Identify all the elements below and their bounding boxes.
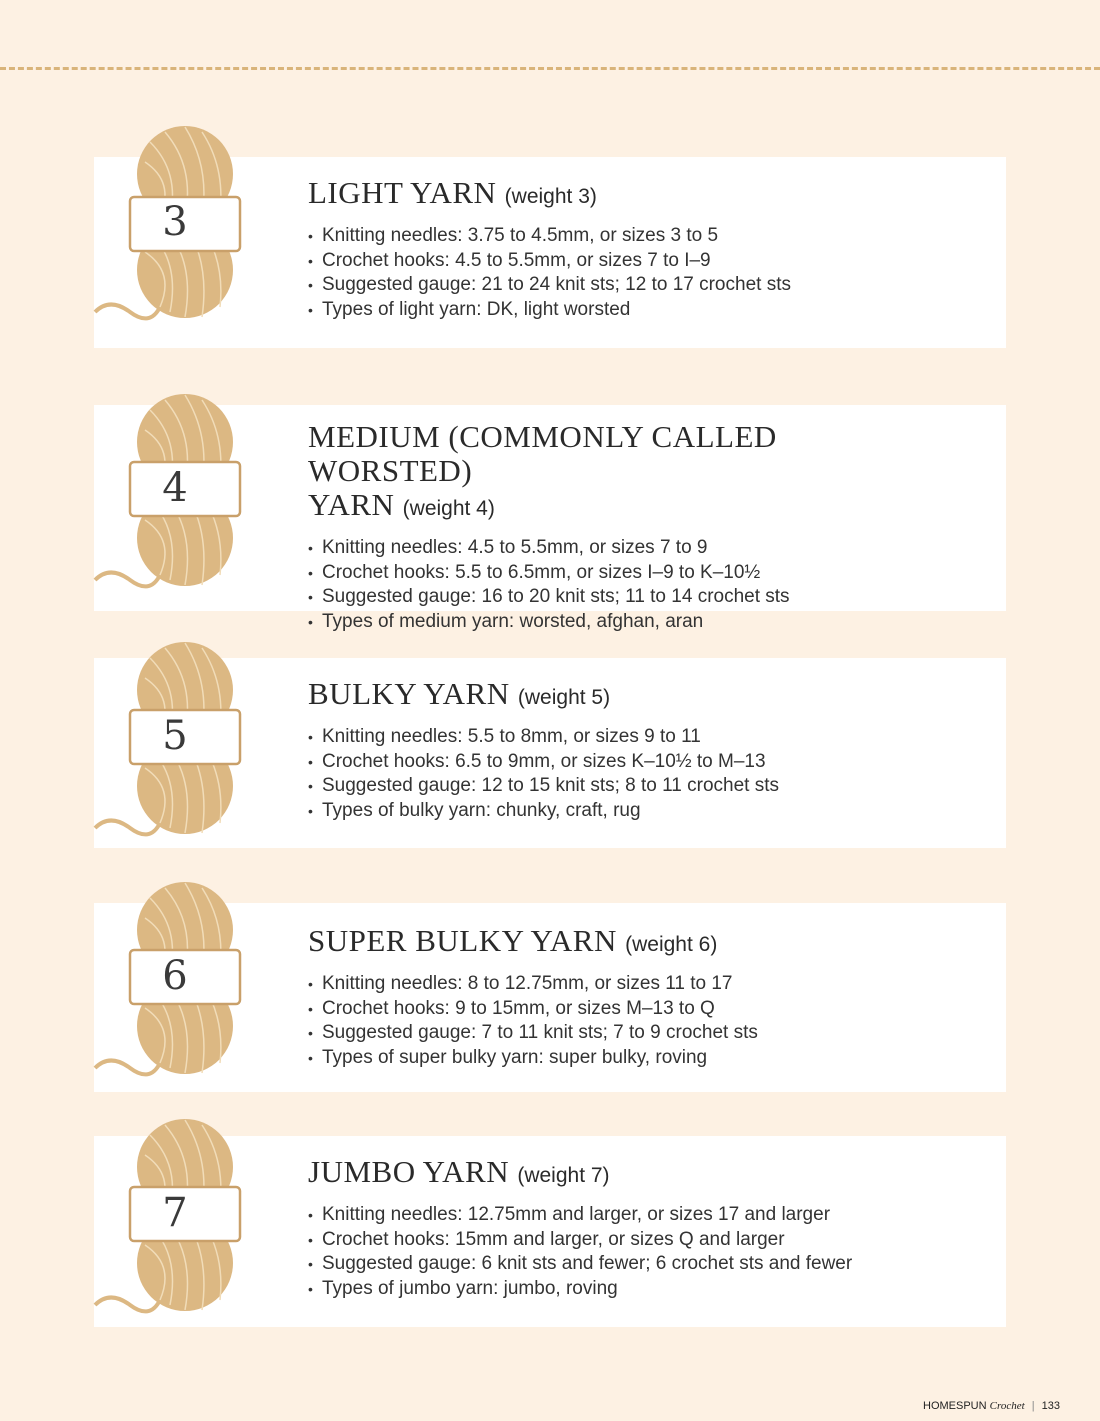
list-item: • Types of jumbo yarn: jumbo, roving — [308, 1277, 948, 1302]
list-item: • Crochet hooks: 6.5 to 9mm, or sizes K–10½ to M–13 — [308, 750, 948, 775]
section-title — [308, 176, 948, 214]
list-item: • Crochet hooks: 5.5 to 6.5mm, or sizes I–9 to K–10½ — [308, 561, 948, 586]
yarn-weight-number: 7 — [162, 1190, 188, 1236]
publication-name: HOMESPUN — [923, 1400, 987, 1412]
section-title — [308, 1155, 948, 1193]
section-content — [308, 924, 948, 1070]
yarn-skein-icon — [90, 878, 260, 1078]
list-item: • Types of bulky yarn: chunky, craft, rug — [308, 799, 948, 824]
title-text: SUPER BULKY YARN — [308, 923, 617, 958]
title-text-line2: YARN — [308, 487, 395, 522]
spec-list — [308, 1203, 948, 1301]
yarn-weight-number: 5 — [162, 713, 188, 759]
list-item: • Knitting needles: 3.75 to 4.5mm, or sizes 3 to 5 — [308, 224, 948, 249]
list-item: • Types of super bulky yarn: super bulky, roving — [308, 1046, 948, 1071]
yarn-weight-number: 4 — [162, 465, 188, 511]
footer-separator: | — [1031, 1400, 1035, 1412]
title-text: JUMBO YARN — [308, 1154, 510, 1189]
spec-list — [308, 224, 948, 322]
spec-list — [308, 725, 948, 823]
section-title — [308, 420, 948, 526]
list-item: • Knitting needles: 12.75mm and larger, or sizes 17 and larger — [308, 1203, 948, 1228]
yarn-weight-number: 3 — [162, 199, 188, 245]
section-content — [308, 677, 948, 823]
list-item: • Types of light yarn: DK, light worsted — [308, 298, 948, 323]
list-item: • Knitting needles: 5.5 to 8mm, or sizes 9 to 11 — [308, 725, 948, 750]
weight-label: (weight 7) — [517, 1164, 610, 1187]
spec-list — [308, 972, 948, 1070]
section-content — [308, 420, 948, 634]
weight-label: (weight 5) — [517, 686, 611, 709]
list-item: • Suggested gauge: 21 to 24 knit sts; 12 to 17 crochet sts — [308, 273, 948, 298]
weight-label: (weight 3) — [504, 185, 597, 208]
title-text: BULKY YARN — [308, 676, 510, 711]
list-item: • Crochet hooks: 15mm and larger, or sizes Q and larger — [308, 1228, 948, 1253]
spec-list — [308, 536, 948, 634]
yarn-skein-icon — [90, 390, 260, 590]
dashed-divider — [0, 67, 1100, 70]
yarn-weight-number: 6 — [162, 953, 188, 999]
page-footer — [923, 1400, 1060, 1412]
yarn-skein-icon — [90, 1115, 260, 1315]
list-item: • Suggested gauge: 7 to 11 knit sts; 7 to 9 crochet sts — [308, 1021, 948, 1046]
list-item: • Knitting needles: 8 to 12.75mm, or sizes 11 to 17 — [308, 972, 948, 997]
list-item: • Suggested gauge: 12 to 15 knit sts; 8 to 11 crochet sts — [308, 774, 948, 799]
list-item: • Crochet hooks: 4.5 to 5.5mm, or sizes 7 to I–9 — [308, 249, 948, 274]
weight-label: (weight 4) — [402, 497, 495, 520]
section-title — [308, 677, 948, 715]
section-content — [308, 1155, 948, 1301]
title-text: LIGHT YARN — [308, 175, 497, 210]
list-item: • Crochet hooks: 9 to 15mm, or sizes M–13 to Q — [308, 997, 948, 1022]
weight-label: (weight 6) — [625, 933, 718, 956]
yarn-skein-icon — [90, 122, 260, 322]
list-item: • Suggested gauge: 6 knit sts and fewer; 6 crochet sts and fewer — [308, 1252, 948, 1277]
list-item: • Types of medium yarn: worsted, afghan, aran — [308, 610, 948, 635]
section-content — [308, 176, 948, 322]
title-text: MEDIUM (COMMONLY CALLED WORSTED) — [308, 419, 777, 488]
section-name: Crochet — [989, 1400, 1025, 1412]
yarn-skein-icon — [90, 638, 260, 838]
section-title — [308, 924, 948, 962]
page-number: 133 — [1041, 1400, 1060, 1412]
list-item: • Knitting needles: 4.5 to 5.5mm, or sizes 7 to 9 — [308, 536, 948, 561]
list-item: • Suggested gauge: 16 to 20 knit sts; 11 to 14 crochet sts — [308, 585, 948, 610]
